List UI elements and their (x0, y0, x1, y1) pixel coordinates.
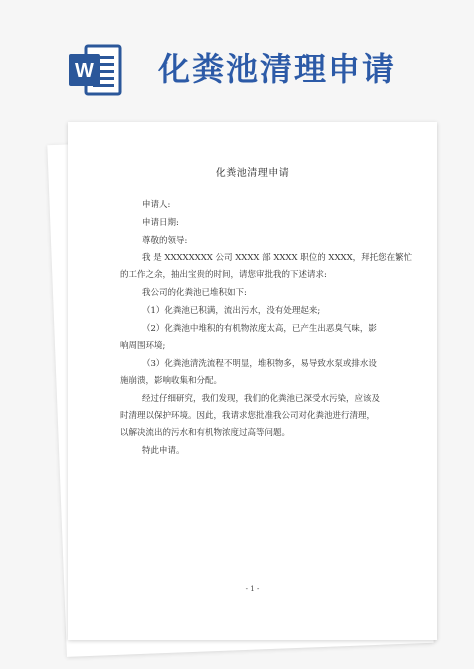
body-line: 经过仔细研究，我们发现，我们的化粪池已深受水污染，应该及 (142, 394, 381, 404)
svg-text:W: W (75, 60, 94, 82)
body-line: 的工作之余，抽出宝贵的时间，请您审批我的下述请求: (120, 270, 327, 280)
date-line: 申请日期: (142, 218, 179, 228)
document-title: 化粪池清理申请 (215, 168, 290, 179)
applicant-line: 申请人: (142, 200, 171, 210)
body-line: 我公司的化粪池已堆积如下: (142, 288, 247, 298)
list-item: （2）化粪池中堆积的有机物浓度太高，已产生出恶臭气味，影 (142, 324, 377, 334)
salutation-line: 尊敬的领导: (142, 236, 188, 246)
list-item: （1）化粪池已积满，流出污水，没有处理起来; (142, 306, 321, 316)
page-number: - 1 - (245, 585, 260, 593)
document-page (68, 122, 437, 640)
banner-title: 化粪池清理申请 (158, 50, 397, 88)
body-line: 时清理以保护环境。因此，我请求您批准我公司对化粪池进行清理， (120, 411, 376, 421)
list-item-continued: 施崩溃，影响收集和分配。 (120, 376, 223, 386)
closing-line: 特此申请。 (142, 446, 185, 456)
list-item-continued: 响周围环境; (120, 341, 166, 351)
banner (0, 0, 474, 118)
list-item: （3）化粪池清洗流程不明显，堆积物多，易导致水泵或排水设 (142, 359, 377, 369)
word-icon (66, 40, 126, 100)
body-line: 我 是 XXXXXXXX 公司 XXXX 部 XXXX 职位的 XXXX，拜托您在繁忙 (142, 253, 413, 263)
body-line: 以解决流出的污水和有机物浓度过高等问题。 (120, 428, 291, 438)
